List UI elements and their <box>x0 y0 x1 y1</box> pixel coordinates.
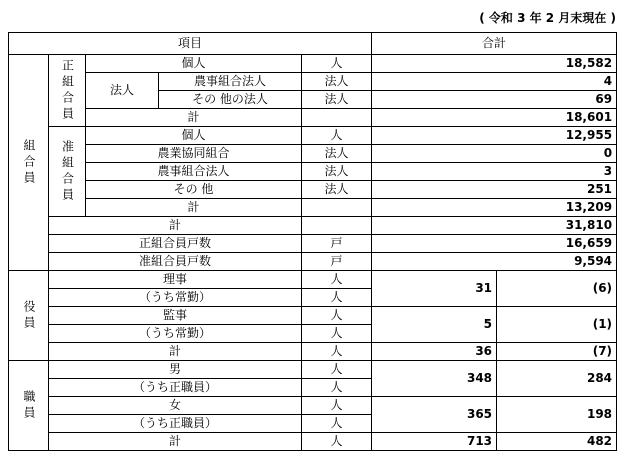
table-row <box>9 361 617 379</box>
row-unit: 人 <box>302 415 372 433</box>
row-label: 理事 <box>49 271 302 289</box>
row-value: 365 <box>372 397 497 433</box>
table-row <box>9 271 617 289</box>
row-value: 713 <box>372 433 497 451</box>
row-unit: 人 <box>302 289 372 307</box>
row-value: 251 <box>372 181 617 199</box>
as-of-date: ( 令和 3 年 2 月末現在 ) <box>479 11 616 25</box>
row-value: 13,209 <box>372 199 617 217</box>
row-unit: 人 <box>302 271 372 289</box>
row-unit: 人 <box>302 343 372 361</box>
row-unit: 人 <box>302 433 372 451</box>
row-unit: 法人 <box>302 73 372 91</box>
row-unit: 戸 <box>302 235 372 253</box>
row-unit: 人 <box>302 361 372 379</box>
row-value: 3 <box>372 163 617 181</box>
row-unit: 人 <box>302 325 372 343</box>
table-row <box>9 55 617 73</box>
group-associate-label: 准組合員 <box>49 127 86 217</box>
row-label: 准組合員戸数 <box>49 253 302 271</box>
table-row <box>9 145 617 163</box>
table-row <box>9 307 617 325</box>
row-label: （うち常勤） <box>49 325 302 343</box>
group-officers-label: 役員 <box>9 271 49 361</box>
row-value: 5 <box>372 307 497 343</box>
header-item: 項目 <box>9 33 372 55</box>
row-label: 計 <box>86 109 302 127</box>
row-value: 16,659 <box>372 235 617 253</box>
row-label: その 他 <box>86 181 302 199</box>
cooperative-statistics-table <box>8 32 617 451</box>
table-row <box>9 235 617 253</box>
row-unit-empty <box>302 199 372 217</box>
row-standing-value: (7) <box>497 343 617 361</box>
row-value: 18,601 <box>372 109 617 127</box>
row-label: 農事組合法人 <box>86 163 302 181</box>
header-total: 合計 <box>372 33 617 55</box>
table-row <box>9 217 617 235</box>
row-unit: 法人 <box>302 181 372 199</box>
row-unit: 法人 <box>302 145 372 163</box>
row-value: 348 <box>372 361 497 397</box>
row-unit: 戸 <box>302 253 372 271</box>
row-value: 36 <box>372 343 497 361</box>
row-label: 計 <box>49 343 302 361</box>
row-value: 4 <box>372 73 617 91</box>
row-label: （うち正職員） <box>49 415 302 433</box>
group-members-label: 組合員 <box>9 55 49 271</box>
row-unit-empty <box>302 217 372 235</box>
row-label: その 他の法人 <box>159 91 302 109</box>
row-unit: 人 <box>302 307 372 325</box>
row-value: 0 <box>372 145 617 163</box>
row-label: 計 <box>49 433 302 451</box>
row-label: 農業協同組合 <box>86 145 302 163</box>
row-value: 9,594 <box>372 253 617 271</box>
row-regular-value: 284 <box>497 361 617 397</box>
row-label: 正組合員戸数 <box>49 235 302 253</box>
corp-label: 法人 <box>86 73 159 109</box>
table-row <box>9 343 617 361</box>
group-full-label: 正組合員 <box>49 55 86 127</box>
row-label: 監事 <box>49 307 302 325</box>
row-label: （うち正職員） <box>49 379 302 397</box>
row-value: 69 <box>372 91 617 109</box>
row-label: 計 <box>49 217 302 235</box>
table-row <box>9 73 617 91</box>
header-row <box>9 33 617 55</box>
row-value: 18,582 <box>372 55 617 73</box>
row-standing-value: (1) <box>497 307 617 343</box>
table-row <box>9 163 617 181</box>
row-value: 31 <box>372 271 497 307</box>
row-label: 男 <box>49 361 302 379</box>
row-label: 農事組合法人 <box>159 73 302 91</box>
row-regular-value: 198 <box>497 397 617 433</box>
row-label: 個人 <box>86 127 302 145</box>
table-row <box>9 199 617 217</box>
row-label: 女 <box>49 397 302 415</box>
row-label: （うち常勤） <box>49 289 302 307</box>
table-row <box>9 127 617 145</box>
row-regular-value: 482 <box>497 433 617 451</box>
table-row <box>9 109 617 127</box>
row-unit: 人 <box>302 397 372 415</box>
group-staff-label: 職員 <box>9 361 49 451</box>
row-unit: 人 <box>302 127 372 145</box>
row-standing-value: (6) <box>497 271 617 307</box>
row-label: 計 <box>86 199 302 217</box>
row-value: 31,810 <box>372 217 617 235</box>
row-unit: 人 <box>302 379 372 397</box>
row-label: 個人 <box>86 55 302 73</box>
row-unit: 法人 <box>302 163 372 181</box>
row-unit: 人 <box>302 55 372 73</box>
row-unit: 法人 <box>302 91 372 109</box>
row-unit-empty <box>302 109 372 127</box>
table-row <box>9 253 617 271</box>
row-value: 12,955 <box>372 127 617 145</box>
table-row <box>9 433 617 451</box>
table-row <box>9 397 617 415</box>
table-row <box>9 181 617 199</box>
